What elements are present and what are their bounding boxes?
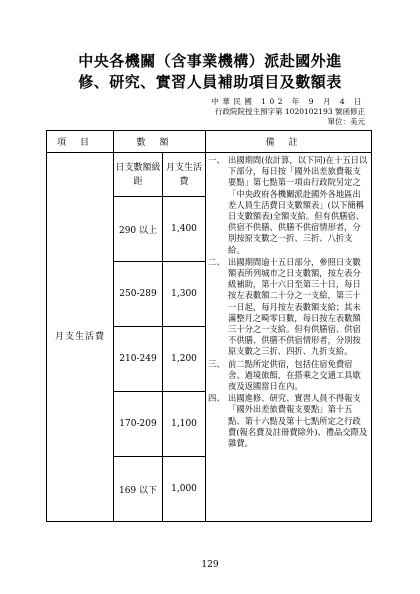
subheader-daily-grade: 日支數額級距	[114, 153, 163, 197]
page-number: 129	[201, 560, 219, 570]
note-item	[208, 393, 369, 449]
document-number: 行政院院授主預字第 1020102193 號函修正	[215, 107, 365, 116]
header-notes: 備註	[206, 131, 372, 153]
monthly-cell: 1,000	[163, 457, 206, 522]
monthly-cell: 1,200	[163, 327, 206, 392]
item-label-cell: 月支生活費	[47, 153, 114, 522]
range-cell: 290 以上	[114, 197, 163, 262]
monthly-cell: 1,100	[163, 392, 206, 457]
document-title-line-2: 修、研究、實習人員補助項目及數額表	[78, 73, 342, 91]
revision-date: 中華民國 102 年 9 月 4 日	[211, 97, 365, 106]
document-title-line-1: 中央各機關（含事業機構）派赴國外進	[78, 52, 342, 70]
note-text: 出國期間(依計算，以下同)在十五日以下部分，每日按「國外出差旅費報支要點」第七點第一項由行政院另定之「中央政府各機關派赴國外各地區出差人員生活費日支數額表」(以下簡稱日支數額表)全額支給。但有供膳宿、供宿不供膳、供膳不供宿情形者，分別按原支數之一折、三折、八折支給。	[228, 155, 368, 255]
subheader-monthly: 月支生活費	[163, 153, 206, 197]
allowance-table	[46, 130, 372, 522]
monthly-cell: 1,400	[163, 197, 206, 262]
note-text: 前二點所定供宿，包括住宿免費宿舍、過境旅館，在搭乘之交通工具歇夜及返國當日在內。	[228, 358, 361, 392]
note-number: 一、	[208, 155, 225, 165]
header-amount: 數額	[114, 131, 206, 153]
note-number: 三、	[208, 358, 225, 369]
note-item	[208, 359, 369, 393]
unit-label: 單位：美元	[327, 117, 365, 126]
note-item	[208, 155, 369, 256]
note-text: 出國進修、研究、實習人員不得報支「國外出差旅費報支要點」第十五點、第十六點及第十七點所定之行政費(報名費及註冊費除外)、禮品交際及雜費。	[228, 393, 368, 449]
monthly-cell: 1,300	[163, 262, 206, 327]
note-number: 四、	[208, 393, 225, 404]
range-cell: 170-209	[114, 392, 163, 457]
range-cell: 210-249	[114, 327, 163, 392]
range-cell: 250-289	[114, 262, 163, 327]
note-item	[208, 257, 369, 358]
table-header-row	[47, 131, 372, 153]
range-cell: 169 以下	[114, 457, 163, 522]
note-number: 二、	[208, 256, 225, 267]
notes-cell	[206, 153, 372, 522]
table-subheader-row	[47, 153, 372, 197]
header-item: 項目	[47, 131, 114, 153]
note-text: 出國期間逾十五日部分，參照日支數額表所列城市之日支數額，按左表分級補助，第十六日至第三十日，每日按左表數額二十分之一支給，第三十一日起，每月按左表數額支給；其未滿整月之畸零日數，每日按左表數額三十分之一支給。但有供膳宿、供宿不供膳、供膳不供宿情形者，分別按原支數之三折、四折、九折支給。	[228, 256, 361, 357]
